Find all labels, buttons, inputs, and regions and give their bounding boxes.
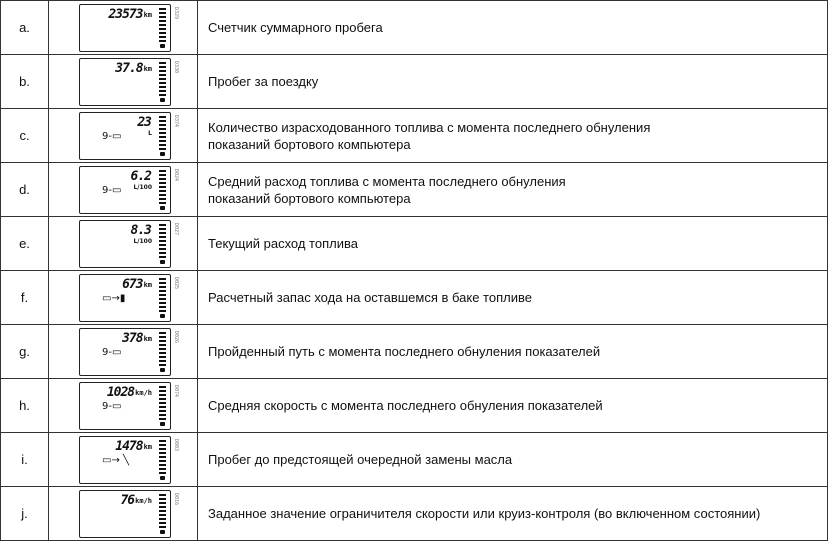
row-letter: e. [1,217,49,271]
fuel-gauge-icon [159,278,166,314]
lcd-sub-unit: L [148,130,152,137]
lcd-symbol-icon: ▭→▮ [102,293,126,304]
row-description [198,1,828,55]
lcd-value: 76km/h [120,493,152,508]
row-letter: i. [1,433,49,487]
row-letter: a. [1,1,49,55]
row-description [198,325,828,379]
lcd-symbol-icon: 9-▭ [102,185,122,196]
table-row [1,109,828,163]
description-line: Счетчик суммарного пробега [208,20,383,35]
lcd-value: 23 [137,115,151,130]
lcd-symbol-icon: 9-▭ [102,347,122,358]
lcd-unit: km [143,11,152,19]
row-description [198,217,828,271]
lcd-screen [79,58,171,106]
row-description [198,55,828,109]
display-illustration [49,217,198,271]
fuel-pump-icon [160,152,165,156]
table-row [1,55,828,109]
table-row [1,271,828,325]
lcd-unit: km/h [135,497,152,505]
description-line: Количество израсходованного топлива с момента последнего обнуления [208,119,651,135]
table-row [1,1,828,55]
fuel-pump-icon [160,98,165,102]
lcd-value: 23573km [108,7,152,22]
lcd-sub-unit: L/100 [133,238,152,245]
fuel-pump-icon [160,206,165,210]
fuel-pump-icon [160,530,165,534]
figure-code: D329 [173,7,179,20]
lcd-symbol-icon: 9-▭ [102,131,122,142]
fuel-gauge-icon [159,332,166,368]
description-line: Средний расход топлива с момента последнего обнуления [208,173,566,189]
lcd-unit: km [143,65,152,73]
fuel-gauge-icon [159,62,166,98]
lcd-value: 8.3 [130,223,151,238]
description-line: показаний бортового компьютера [208,190,411,206]
lcd-screen [79,220,171,268]
lcd-screen [79,382,171,430]
row-description [198,379,828,433]
lcd-screen [79,4,171,52]
fuel-gauge-icon [159,170,166,206]
display-illustration [49,433,198,487]
lcd-screen [79,166,171,214]
fuel-pump-icon [160,314,165,318]
figure-code: D027 [173,223,179,236]
fuel-pump-icon [160,368,165,372]
lcd-value: 1028km/h [106,385,152,400]
description-line: Расчетный запас хода на оставшемся в баке топливе [208,290,532,305]
lcd-value: 6.2 [130,169,151,184]
lcd-value: 37.8km [115,61,152,76]
lcd-screen [79,436,171,484]
table-row [1,325,828,379]
description-line: показаний бортового компьютера [208,136,411,152]
row-description [198,271,828,325]
display-illustration [49,487,198,541]
fuel-gauge-icon [159,386,166,422]
fuel-pump-icon [160,476,165,480]
table-row [1,487,828,541]
figure-code: D025 [173,277,179,290]
figure-code: D003 [173,439,179,452]
fuel-gauge-icon [159,8,166,44]
description-line: Заданное значение ограничителя скорости или круиз-контроля (во включенном состоянии) [208,506,761,521]
row-description [198,109,828,163]
table-row [1,379,828,433]
lcd-unit: km/h [135,389,152,397]
display-illustration [49,1,198,55]
display-illustration [49,55,198,109]
row-description [198,433,828,487]
fuel-pump-icon [160,44,165,48]
row-description [198,163,828,217]
lcd-unit: km [143,335,152,343]
display-illustration [49,163,198,217]
fuel-pump-icon [160,260,165,264]
row-letter: g. [1,325,49,379]
row-letter: f. [1,271,49,325]
lcd-screen [79,274,171,322]
description-line: Пробег до предстоящей очередной замены масла [208,452,513,467]
figure-code: D016 [173,493,179,506]
lcd-unit: km [143,443,152,451]
figure-code: D374 [173,115,179,128]
lcd-screen [79,490,171,538]
display-illustration [49,325,198,379]
fuel-gauge-icon [159,116,166,152]
lcd-symbol-icon: 9-▭ [102,401,122,412]
row-letter: c. [1,109,49,163]
figure-code: D330 [173,61,179,74]
fuel-gauge-icon [159,224,166,260]
figure-code: D024 [173,169,179,182]
display-illustration [49,379,198,433]
fuel-gauge-icon [159,440,166,476]
description-line: Текущий расход топлива [208,236,358,251]
row-letter: j. [1,487,49,541]
table-row [1,217,828,271]
figure-code: D074 [173,385,179,398]
row-letter: b. [1,55,49,109]
table-row [1,163,828,217]
description-line: Пробег за поездку [208,74,319,89]
lcd-value: 1478km [115,439,152,454]
fuel-pump-icon [160,422,165,426]
lcd-value: 378km [122,331,152,346]
table-row [1,433,828,487]
row-letter: h. [1,379,49,433]
row-description [198,487,828,541]
figure-code: D026 [173,331,179,344]
description-line: Пройденный путь с момента последнего обнуления показателей [208,344,601,359]
fuel-gauge-icon [159,494,166,530]
lcd-sub-unit: L/100 [133,184,152,191]
row-letter: d. [1,163,49,217]
lcd-screen [79,112,171,160]
display-illustration [49,271,198,325]
display-illustration [49,109,198,163]
lcd-symbol-icon: ▭→ ╲ [102,455,130,466]
lcd-value: 673km [122,277,152,292]
lcd-screen [79,328,171,376]
description-line: Средняя скорость с момента последнего обнуления показателей [208,398,603,413]
lcd-unit: km [143,281,152,289]
